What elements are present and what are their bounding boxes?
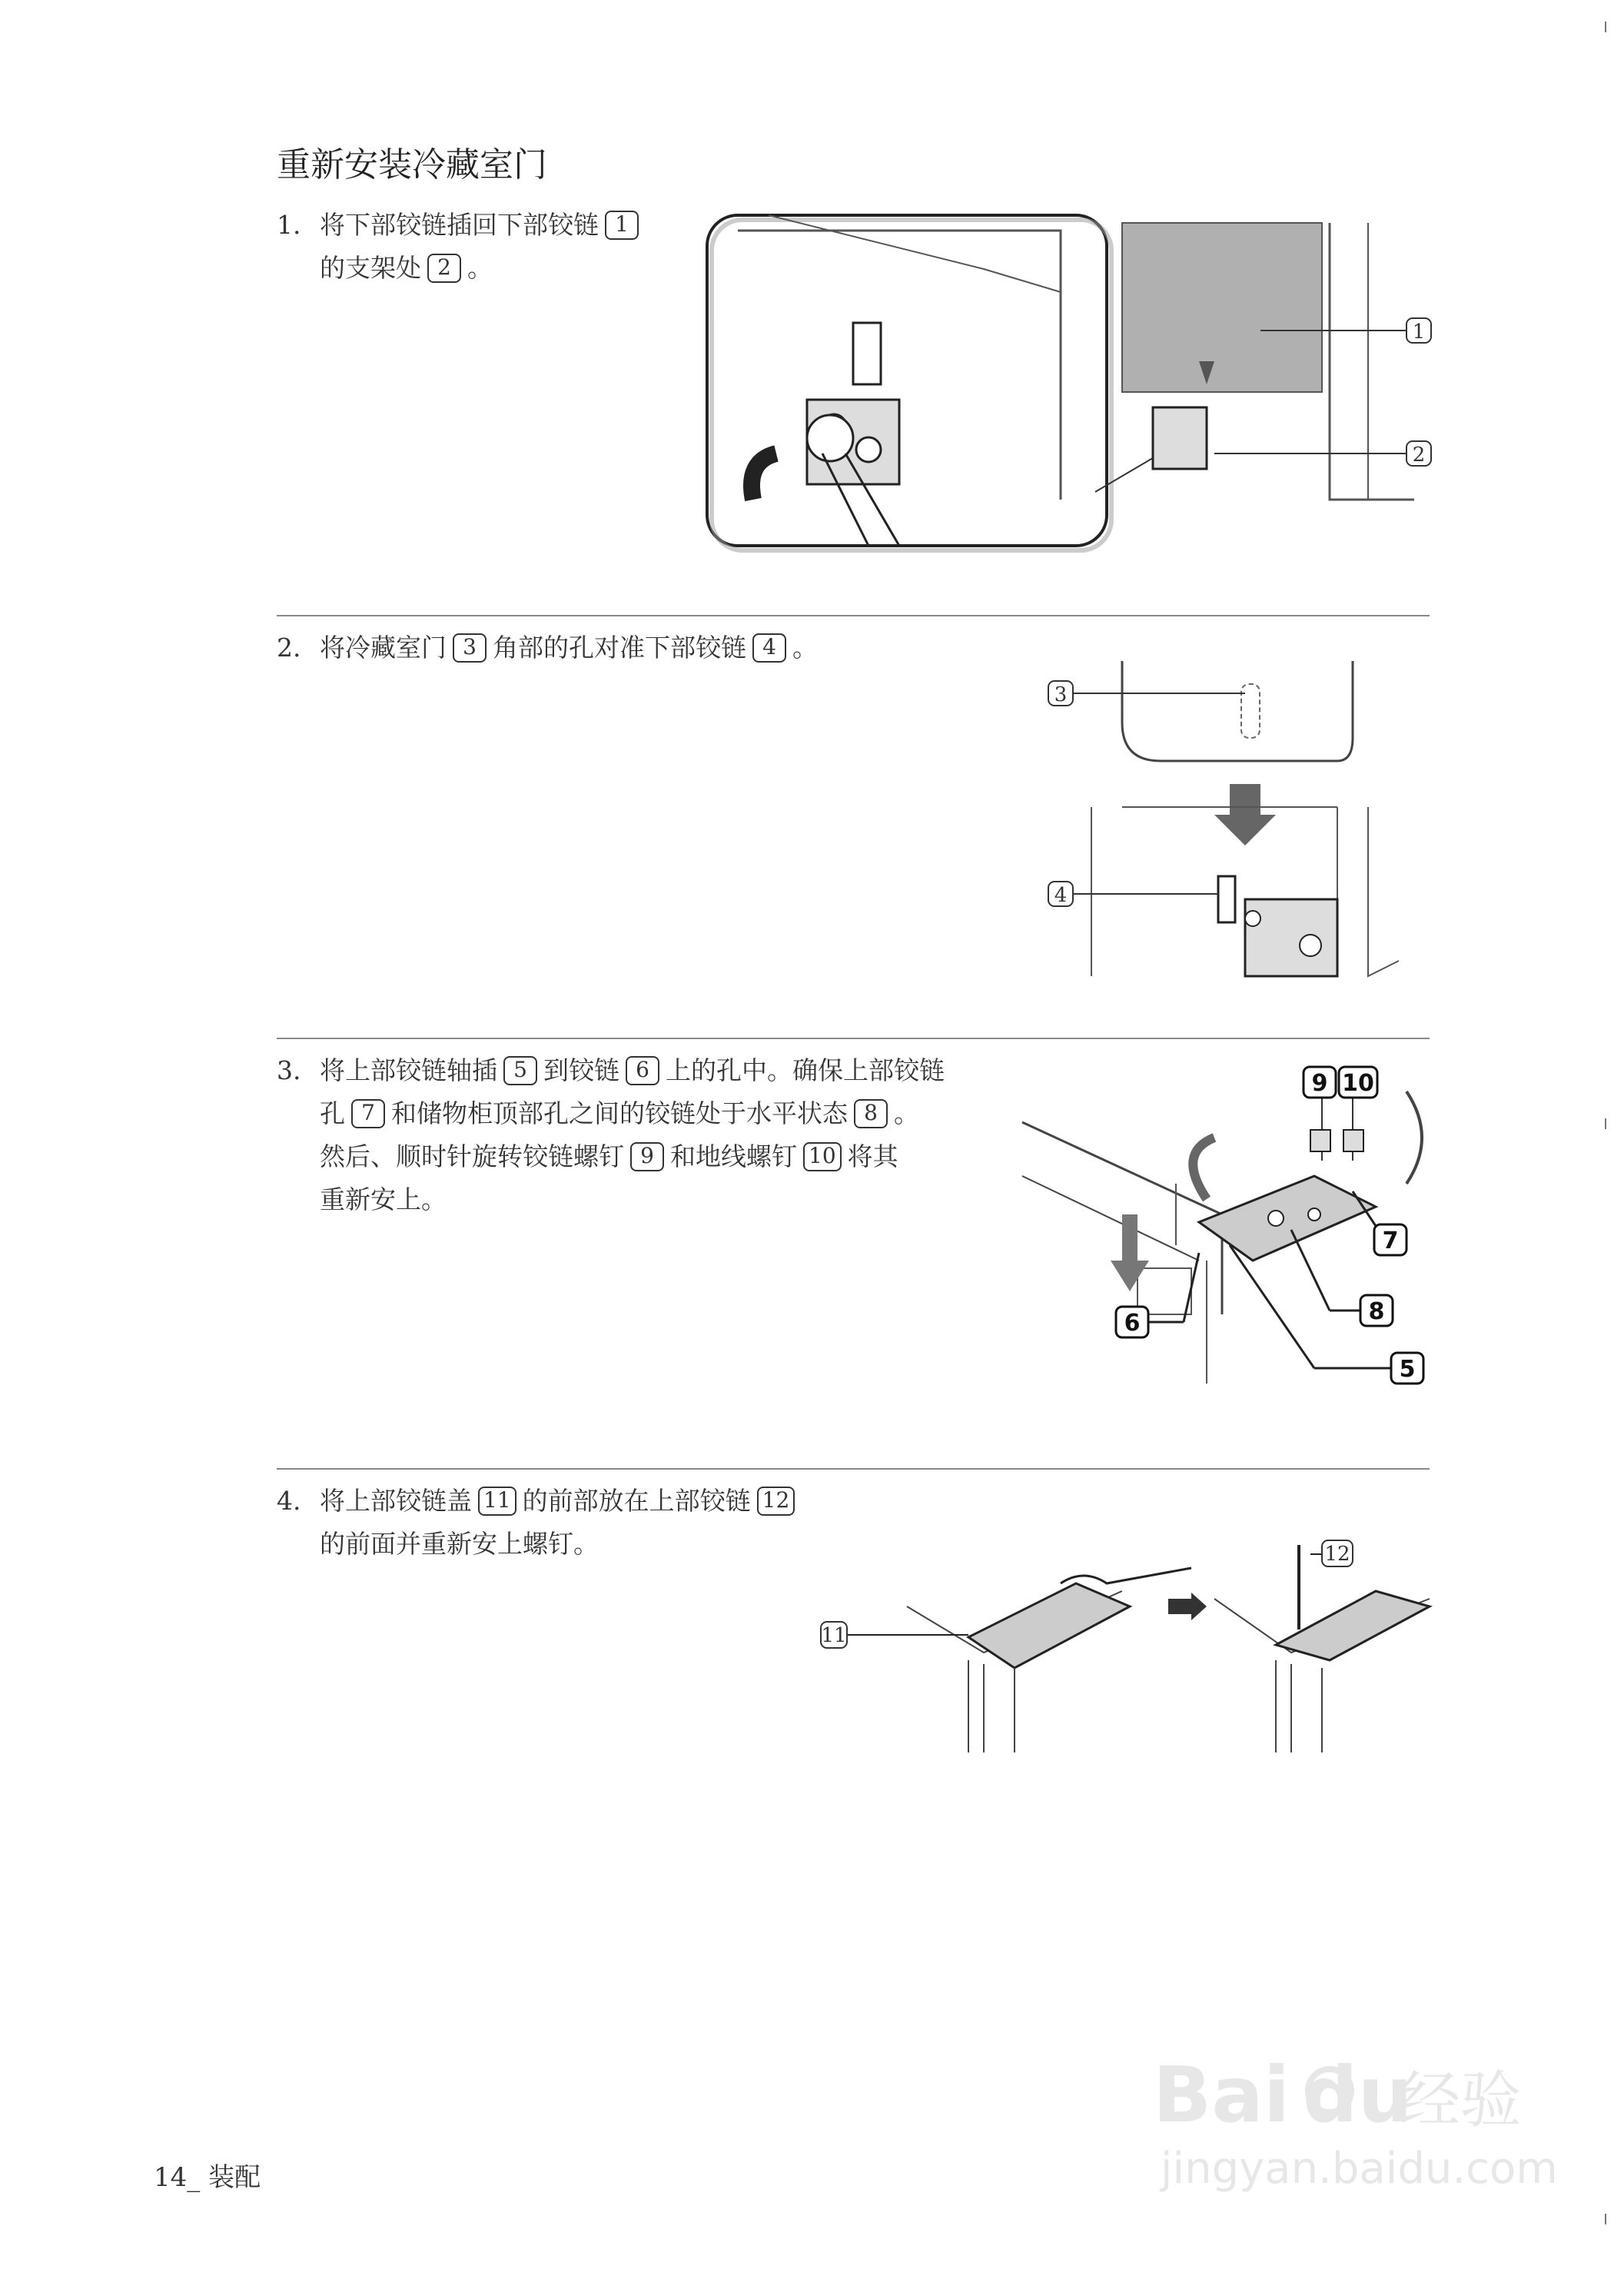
step-1 — [277, 204, 676, 290]
step-text: 将下部铰链插回下部铰链 — [320, 210, 599, 240]
step-text: 的支架处 — [320, 253, 421, 283]
step-text: 然后、顺时针旋转铰链螺钉 — [320, 1141, 624, 1171]
page-title: 重新安装冷藏室门 — [277, 145, 547, 184]
callout-label: 11 — [821, 1624, 847, 1647]
callout-badge: 2 — [427, 254, 461, 283]
watermark-url: jingyan.baidu.com — [1161, 2144, 1558, 2194]
callout-badge: 5 — [503, 1056, 537, 1085]
door-corner — [1122, 661, 1353, 761]
step-text: 重新安上。 — [320, 1184, 447, 1214]
lower-hinge — [1245, 899, 1337, 976]
step-text: 到铰链 — [543, 1055, 619, 1085]
section-divider — [277, 615, 1430, 616]
baidu-watermark — [1153, 2029, 1558, 2214]
page-footer: 14_ 装配 — [154, 2162, 261, 2193]
watermark-brand: Bai — [1153, 2050, 1290, 2140]
step-text: 将冷藏室门 — [320, 633, 447, 663]
callout-badge: 9 — [630, 1142, 664, 1171]
watermark-suffix: 经验 — [1399, 2065, 1522, 2136]
door-panel — [1122, 223, 1322, 392]
section-divider — [277, 1038, 1430, 1039]
step-1-illustration — [692, 208, 1460, 561]
callout-label: 12 — [1324, 1543, 1350, 1566]
watermark-brand2: du — [1303, 2050, 1413, 2140]
step-text: 。 — [894, 1098, 919, 1128]
hinge-screw — [1310, 1130, 1330, 1151]
callout-badge: 12 — [757, 1487, 795, 1516]
lower-hinge — [1153, 407, 1207, 469]
callout-10: 10 — [1342, 1070, 1374, 1097]
zoom-frame — [707, 215, 1107, 546]
step-number: 3. — [277, 1055, 301, 1085]
callout-6: 6 — [1124, 1310, 1141, 1337]
margin-tick — [1605, 2214, 1606, 2224]
hand — [1061, 1568, 1191, 1583]
right-arrow — [1168, 1593, 1207, 1620]
step-text: 的前面并重新安上螺钉。 — [320, 1529, 599, 1559]
callout-badge: 7 — [351, 1099, 385, 1128]
callout-badge: 4 — [752, 633, 786, 663]
callout-5: 5 — [1399, 1356, 1416, 1383]
step-number: 4. — [277, 1486, 301, 1516]
step-3 — [277, 1049, 1045, 1221]
step-text: 。 — [467, 253, 493, 283]
margin-tick — [1605, 1118, 1606, 1129]
upper-hinge — [1199, 1176, 1376, 1261]
step-text: 和地线螺钉 — [670, 1141, 797, 1171]
wire-bundle — [1193, 1138, 1214, 1199]
callout-badge: 1 — [605, 211, 639, 240]
step-3-illustration — [1022, 1061, 1453, 1414]
callout-9: 9 — [1311, 1070, 1328, 1097]
down-arrow — [1111, 1214, 1149, 1291]
callout-label: 4 — [1054, 884, 1068, 907]
hinge-pin — [1218, 876, 1235, 922]
callout-7: 7 — [1382, 1228, 1399, 1254]
step-text: 角部的孔对准下部铰链 — [493, 633, 746, 663]
step-2 — [277, 626, 1045, 669]
callout-label: 3 — [1054, 683, 1068, 706]
step-text: 将其 — [847, 1141, 898, 1171]
down-arrow — [1214, 784, 1276, 845]
step-text: 和储物柜顶部孔之间的铰链处于水平状态 — [391, 1098, 848, 1128]
callout-badge: 6 — [626, 1056, 659, 1085]
step-text: 将上部铰链轴插 — [320, 1055, 497, 1085]
step-text: 将上部铰链盖 — [320, 1486, 472, 1516]
step-2-illustration — [1045, 653, 1445, 1022]
callout-8: 8 — [1368, 1298, 1385, 1325]
step-number: 2. — [277, 633, 301, 663]
callout-badge: 3 — [453, 633, 487, 663]
hinge-cover — [968, 1583, 1130, 1668]
ground-screw — [1343, 1130, 1363, 1151]
step-text: 的前部放在上部铰链 — [522, 1486, 751, 1516]
section-divider — [277, 1468, 1430, 1470]
callout-label: 1 — [1412, 321, 1426, 344]
margin-tick — [1605, 22, 1606, 32]
step-4-illustration — [821, 1537, 1445, 1768]
step-text: 。 — [792, 633, 818, 663]
callout-badge: 10 — [803, 1142, 842, 1171]
callout-label: 2 — [1412, 444, 1426, 467]
callout-badge: 11 — [478, 1487, 516, 1516]
callout-badge: 8 — [854, 1099, 888, 1128]
hinge-pin — [853, 323, 881, 384]
step-number: 1. — [277, 210, 301, 240]
step-text: 上的孔中。确保上部铰链 — [666, 1055, 945, 1085]
step-text: 孔 — [320, 1098, 345, 1128]
